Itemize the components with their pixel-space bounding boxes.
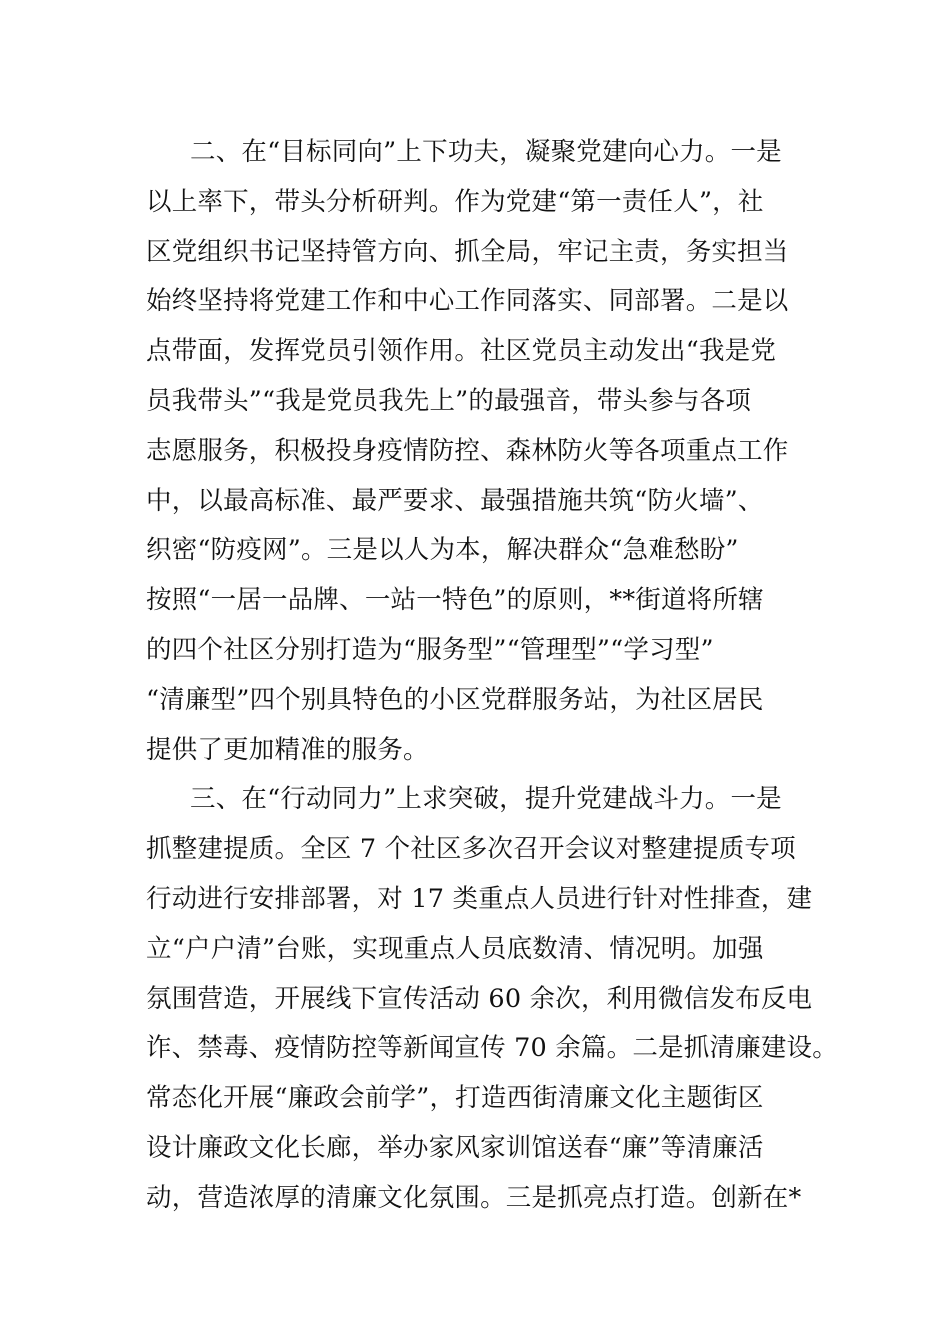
paragraph-2-line-8: 中，以最高标准、最严要求、最强措施共筑“防火墙”、	[146, 485, 764, 516]
document-body	[146, 128, 846, 1224]
paragraph-2-line-6: 员我带头”“我是党员我先上”的最强音，带头参与各项	[146, 385, 752, 416]
paragraph-3-line-1: 三、在“行动同力”上求突破，提升党建战斗力。一是	[190, 784, 782, 815]
paragraph-2-line-13: 提供了更加精准的服务。	[146, 734, 429, 765]
paragraph-2-line-7: 志愿服务，积极投身疫情防控、森林防火等各项重点工作	[146, 435, 789, 466]
paragraph-2-line-12: “清廉型”四个别具特色的小区党群服务站，为社区居民	[146, 684, 764, 715]
paragraph-2-line-2: 以上率下，带头分析研判。作为党建“第一责任人”，社	[146, 186, 764, 217]
paragraph-3-line-4: 立“户户清”台账，实现重点人员底数清、情况明。加强	[146, 933, 764, 964]
paragraph-3-line-8: 设计廉政文化长廊，举办家风家训馆送春“廉”等清廉活	[146, 1132, 764, 1163]
paragraph-2-line-5: 点带面，发挥党员引领作用。社区党员主动发出“我是党	[146, 336, 777, 367]
paragraph-3-line-2: 抓整建提质。全区 7 个社区多次召开会议对整建提质专项	[146, 834, 796, 865]
paragraph-2-line-10: 按照“一居一品牌、一站一特色”的原则，**街道将所辖	[146, 585, 764, 616]
paragraph-2-line-3: 区党组织书记坚持管方向、抓全局，牢记主责，务实担当	[146, 236, 789, 267]
paragraph-3-line-5: 氛围营造，开展线下宣传活动 60 余次，利用微信发布反电	[146, 983, 813, 1014]
paragraph-2-line-9: 织密“防疫网”。三是以人为本，解决群众“急难愁盼”	[146, 535, 739, 566]
paragraph-3-line-7: 常态化开展“廉政会前学”，打造西街清廉文化主题街区	[146, 1083, 764, 1114]
paragraph-3-line-3: 行动进行安排部署，对 17 类重点人员进行针对性排查，建	[146, 883, 813, 914]
paragraph-2-line-11: 的四个社区分别打造为“服务型”“管理型”“学习型”	[146, 634, 714, 665]
paragraph-3-line-9: 动，营造浓厚的清廉文化氛围。三是抓亮点打造。创新在*	[146, 1182, 802, 1213]
paragraph-2-line-4: 始终坚持将党建工作和中心工作同落实、同部署。二是以	[146, 286, 789, 317]
paragraph-2-line-1: 二、在“目标同向”上下功夫，凝聚党建向心力。一是	[190, 137, 782, 167]
paragraph-3-line-6: 诈、禁毒、疫情防控等新闻宣传 70 余篇。二是抓清廉建设。	[146, 1033, 838, 1064]
